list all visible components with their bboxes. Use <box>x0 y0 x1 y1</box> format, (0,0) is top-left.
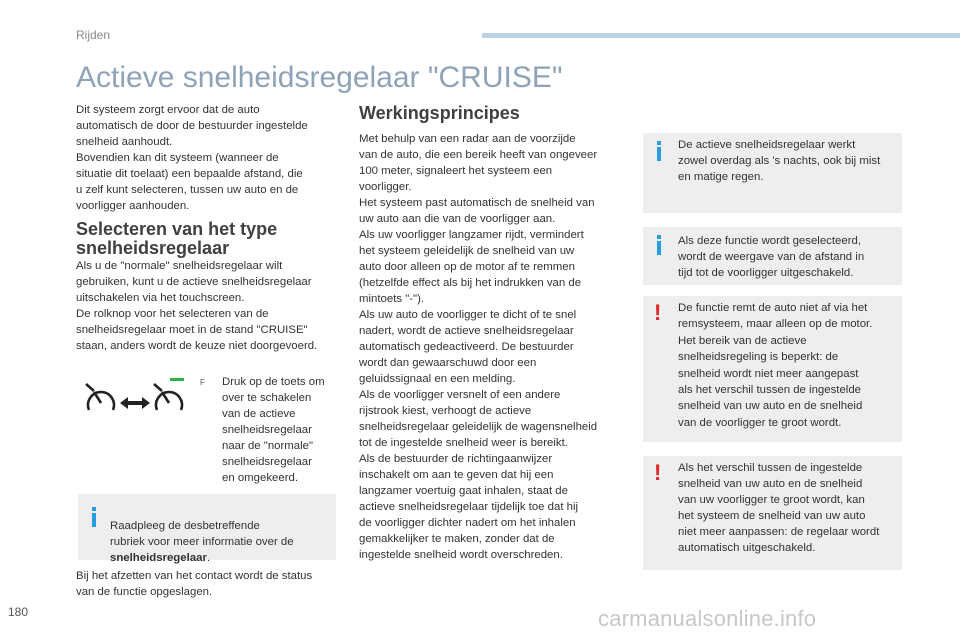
note-text-2: Als deze functie wordt geselecteerd, wordt de weergave van de afstand in tijd tot de voorligger uitgeschakeld. <box>678 235 865 279</box>
select-heading: Selecteren van het type snelheidsregelaar <box>76 219 278 258</box>
watermark: carmanualsonline.info <box>598 606 817 631</box>
principles-body: Met behulp van een radar aan de voorzijde van de auto, die een bereik heeft van ongeveer 100 meter, signaleert het systeem een voorligger. Het systeem past automatisch de snelheid van uw auto aan die van de voorligger aan. Als uw voorligger langzamer rijdt, vermindert het systeem geleidelijk de snelheid van uw auto door alleen op de motor af te remmen (hetzelfde effect als bij het indrukken van de mintoets "-"). Als uw auto de voorligger te dicht of te snel nadert, wordt de actieve snelheidsregelaar automatisch gedeactiveerd. De bestuurder wordt dan gewaarschuwd door een geluidssignaal en een melding. Als de voorligger versnelt of een andere rijstrook kiest, verhoogt de actieve snelheidsregelaar geleidelijk de wagensnelheid tot de ingestelde snelheid weer is bereikt. Als de bestuurder de richtingaanwijzer inschakelt om aan te geven dat hij een langzamer voertuig gaat inhalen, staat de actieve snelheidsregelaar tijdelijk toe dat hij de voorligger dichter nadert om het inhalen gemakkelijker te maken, zonder dat de ingestelde snelheid wordt overschreden. <box>359 133 598 561</box>
info-icon <box>657 241 661 255</box>
info-note-end: . <box>206 552 211 564</box>
cruise-toggle-illustration <box>84 378 194 418</box>
info-icon <box>657 147 661 161</box>
note-box-1 <box>643 133 902 213</box>
warning-box-1 <box>643 296 902 442</box>
page-title: Actieve snelheidsregelaar "CRUISE" <box>76 61 563 94</box>
note-box-2 <box>643 227 902 285</box>
section-label: Rijden <box>76 28 111 42</box>
warning-icon: ! <box>654 300 662 325</box>
info-note-bold: snelheidsregelaar <box>110 552 207 564</box>
speedometer-switch-icon <box>84 378 194 418</box>
toggle-instruction: Druk op de toets om over te schakelen van de actieve snelheidsregelaar naar de "normale" snelheidsregelaar en omgekeerd. <box>222 376 325 484</box>
note-text-1: De actieve snelheidsregelaar werkt zowel overdag als 's nachts, ook bij mist en matige regen. <box>678 139 881 183</box>
warning-text-1: De functie remt de auto niet af via het remsysteem, maar alleen op de motor. Het bereik van de actieve snelheidsregeling is beperkt: de snelheid wordt niet meer aangepast als het verschil tussen de ingestelde snelheid van uw auto en de snelheid van de voorligger te groot wordt. <box>678 302 873 429</box>
page-number: 180 <box>8 605 29 619</box>
principles-heading: Werkingsprincipes <box>359 103 520 123</box>
warning-text-2: Als het verschil tussen de ingestelde snelheid van uw auto en de snelheid van uw voorligger te groot wordt, kan het systeem de snelheid van uw auto niet meer aanpassen: de regelaar wordt automatisch uitgeschakeld. <box>678 462 880 554</box>
info-note-main: Raadpleeg de desbetreffende rubriek voor meer informatie over de <box>110 520 294 548</box>
warning-icon: ! <box>654 460 662 485</box>
info-note-box <box>78 494 336 564</box>
header-accent-bar <box>482 33 960 38</box>
warning-box-2 <box>643 456 902 570</box>
info-icon <box>92 513 96 527</box>
state-saved-text: Bij het afzetten van het contact wordt de status van de functie opgeslagen. <box>76 570 313 598</box>
intro-text: Dit systeem zorgt ervoor dat de auto automatisch de door de bestuurder ingestelde snelheid aanhoudt. Bovendien kan dit systeem (wanneer de situatie dit toelaat) een bepaalde afstand, die u zelf kunt selecteren, tussen uw auto en de voorligger aanhouden. <box>76 104 308 212</box>
bullet-marker: F <box>200 378 205 387</box>
select-body: Als u de "normale" snelheidsregelaar wilt gebruiken, kunt u de actieve snelheidsregelaar uitschakelen via het touchscreen. De rolknop voor het selecteren van de snelheidsregelaar moet in de stand "CRUISE" staan, anders wordt de keuze niet doorgevoerd. <box>76 260 318 352</box>
info-note-text <box>110 502 330 566</box>
